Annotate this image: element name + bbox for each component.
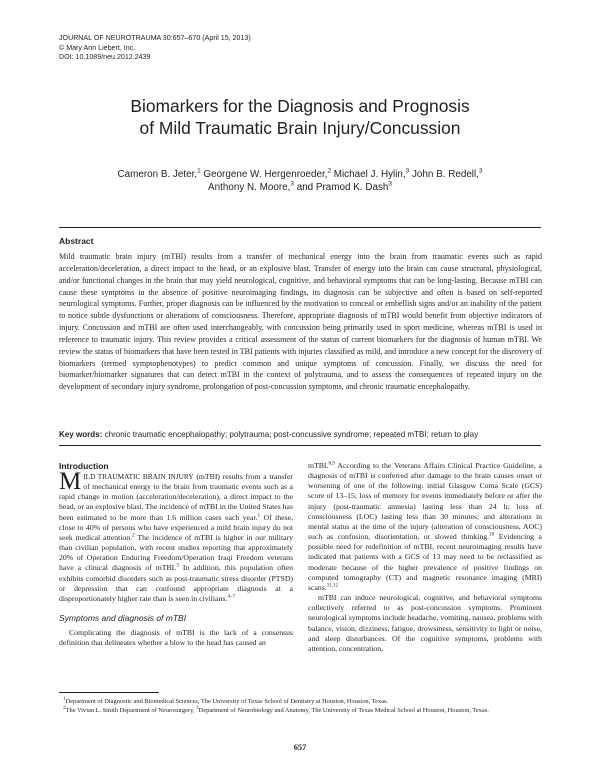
title-line-1: Biomarkers for the Diagnosis and Prognosis <box>130 96 470 116</box>
col2-paragraph-1 <box>308 461 542 593</box>
author-affiliation-mark: 3 <box>478 167 483 175</box>
citation-mark: 4–7 <box>227 593 236 600</box>
footnote-2 <box>59 704 542 716</box>
text-run: The incidence of mTBI is higher in our military than civilian population, with recent studies reporting that approximately 20% of Operation Enduring Freedom/Operation Iraqi Freedom veterans have a clinical diagnosis of mTBI. <box>59 532 293 573</box>
title-line-2: of Mild Traumatic Brain Injury/Concussion <box>139 117 461 138</box>
footnote-mark: 1 <box>63 695 66 702</box>
author-name: Michael J. Hylin, <box>333 169 406 180</box>
author-name: Anthony N. Moore, <box>208 181 291 193</box>
abstract-text: Mild traumatic brain injury (mTBI) results from a transfer of mechanical energy into the brain from traumatic events such as rapid acceleration/deceleration, a direct impact to the head, or an explosive blast. Transfer of energy into the brain can cause structural, physiological, and/or functional changes in the brain that may yield neurological, cognitive, and behavioral symptoms that can be long-lasting. Because mTBI can cause these symptoms in the absence of positive neuroimaging findings, its diagnosis can be subjective and often is based on self-reported neurological symptoms. Further, proper diagnosis can be influenced by the motivation to conceal or embellish signs and/or an inability of the patient to notice subtle dysfunctions or alterations of consciousness. Therefore, appropriate diagnosis of mTBI would benefit from objective indicators of injury. Concussion and mTBI are often used interchangeably, with concussion being primarily used in sport medicine, whereas mTBI is used in reference to traumatic injury. This review provides a critical assessment of the status of current biomarkers for the diagnosis of human mTBI. We review the status of biomarkers that have been tested in TBI patients with injuries classified as mild, and introduce a new concept for the discovery of biomarkers (termed symptophenotypes) to predict common and unique symptoms of concussion. Finally, we discuss the need for biomarker/biomarker signatures that can detect mTBI in the context of polytrauma, and to assess the consequences of repeated injury on the development of secondary injury syndrome, prolongation of post-concussion symptoms, and chronic traumatic encephalopathy. <box>59 252 542 392</box>
footnotes <box>59 695 542 715</box>
left-column <box>59 468 293 649</box>
text-run: According to the Veterans Affairs Clinical Practice Guideline, a diagnosis of mTBI is conferred after damage to the brain causes onset or worsening of one of the following: initial Glasgow Coma Scale (GCS) score of 13–15; loss of memory for events immediately before or after the injury (post-traumatic amnesia) lasting less than 24 h; loss of consciousness (LOC) lasting less than 30 minutes; and alterations in mental status at the time of the injury (alteration of consciousness, AOC) such as confusion, disorientation, or slowed thinking. <box>308 461 542 542</box>
journal-citation: JOURNAL OF NEUROTRAUMA 30:657–670 (April 15, 2013) <box>59 34 251 42</box>
journal-header <box>59 34 251 63</box>
citation-mark: 1 <box>257 512 261 519</box>
abstract-heading: Abstract <box>59 236 94 246</box>
citation-mark: 2 <box>132 532 135 539</box>
citation-mark: 8,9 <box>328 460 335 467</box>
author-affiliation-mark: 3 <box>290 180 294 188</box>
text-run: Of these, close to 40% of persons who have experienced a mild brain injury do not seek medical attention. <box>59 512 293 542</box>
col2-paragraph-2: mTBI can induce neurological, cognitive, and behavioral symptoms collectively referred to as post-concussion symptoms. Prominent neurological symptoms include headache, vomiting, nausea, problems with balance, vision, dizziness, fatigue, drowsiness, sensitivity to light or noise, and sleep disturbances. Of the cognitive symptoms, problems with attention, concentration, <box>308 593 542 653</box>
text-run: Evidencing a possible need for redefinition of mTBI, recent neuroimaging results have indicated that patients with a GCS of 13 may need to be reclassified as moderate because of the higher prevalence of positive findings on computed tomography (CT) and magnetic resonance imaging (MRI) scans. <box>308 532 542 592</box>
copyright-line: © Mary Ann Liebert, Inc. <box>59 43 136 52</box>
keywords-label: Key words: <box>59 430 103 439</box>
author-affiliation-mark: 3 <box>388 180 392 188</box>
citation-mark: 11,12 <box>326 582 339 589</box>
author-list <box>60 169 540 194</box>
doi-line: DOI: 10.1089/neu.2012.2439 <box>59 53 151 62</box>
intro-paragraph-2: Complicating the diagnosis of mTBI is the lack of a consensus definition that delineates whether a blow to the head has caused an <box>59 628 293 648</box>
footnote-1 <box>59 695 542 707</box>
author-affiliation-mark: 3 <box>405 167 410 175</box>
text-run: In addition, this population often exhibits comorbid disorders such as post-traumatic stress disorder (PTSD) or depression that can confound appropriate diagnosis at a disproportionately higher rate than is seen in civilians. <box>59 563 293 603</box>
right-column <box>308 461 542 654</box>
footnote-rule <box>59 692 159 693</box>
footnote-text: Department of Diagnostic and Biomedical Sciences, The University of Texas School of Dentistry at Houston, Houston, Texas. <box>65 698 389 705</box>
author-name: Georgene W. Hergenroeder, <box>203 169 328 180</box>
author-affiliation-mark: 2 <box>327 167 332 175</box>
footnote-mark: 3 <box>196 704 199 711</box>
footnote-text: Department of Neurobiology and Anatomy, The University of Texas Medical School at Houston, Houston, Texas. <box>198 706 489 714</box>
footnote-mark: 2 <box>63 704 66 711</box>
author-name: John B. Redell, <box>411 169 479 180</box>
abstract-top-rule <box>59 227 541 228</box>
citation-mark: 3 <box>176 562 179 569</box>
author-name: Cameron B. Jeter, <box>117 169 198 180</box>
introduction-heading: Introduction <box>59 461 109 471</box>
keywords-text: chronic traumatic encephalopathy; polytrauma; post-concussive syndrome; repeated mTBI; return to play <box>104 430 479 439</box>
lead-in-smallcaps: ILD TRAUMATIC BRAIN INJURY <box>83 472 194 481</box>
footnote-text: The Vivian L. Smith Department of Neurosurgery, <box>65 706 197 714</box>
text-run: mTBI. <box>308 461 329 470</box>
author-name: and Pramod K. Dash <box>296 181 389 193</box>
abstract-bottom-rule <box>59 445 541 446</box>
article-title <box>40 96 560 139</box>
citation-mark: 10 <box>489 531 495 538</box>
symptoms-subheading: Symptoms and diagnosis of mTBI <box>59 613 187 624</box>
drop-cap: M <box>59 468 82 495</box>
text-run: (mTBI) results from a transfer of mechanical energy to the brain from traumatic events such as a rapid change in motion (acceleration/deceleration), a direct impact to the head, or an explosive blast. The incidence of mTBI in the United States has been estimated to be more than 1.6 million cases each year. <box>59 472 293 522</box>
keywords-line <box>59 429 542 440</box>
intro-paragraph-1 <box>59 468 293 604</box>
page-number: 657 <box>293 743 307 752</box>
author-affiliation-mark: 1 <box>197 167 201 175</box>
